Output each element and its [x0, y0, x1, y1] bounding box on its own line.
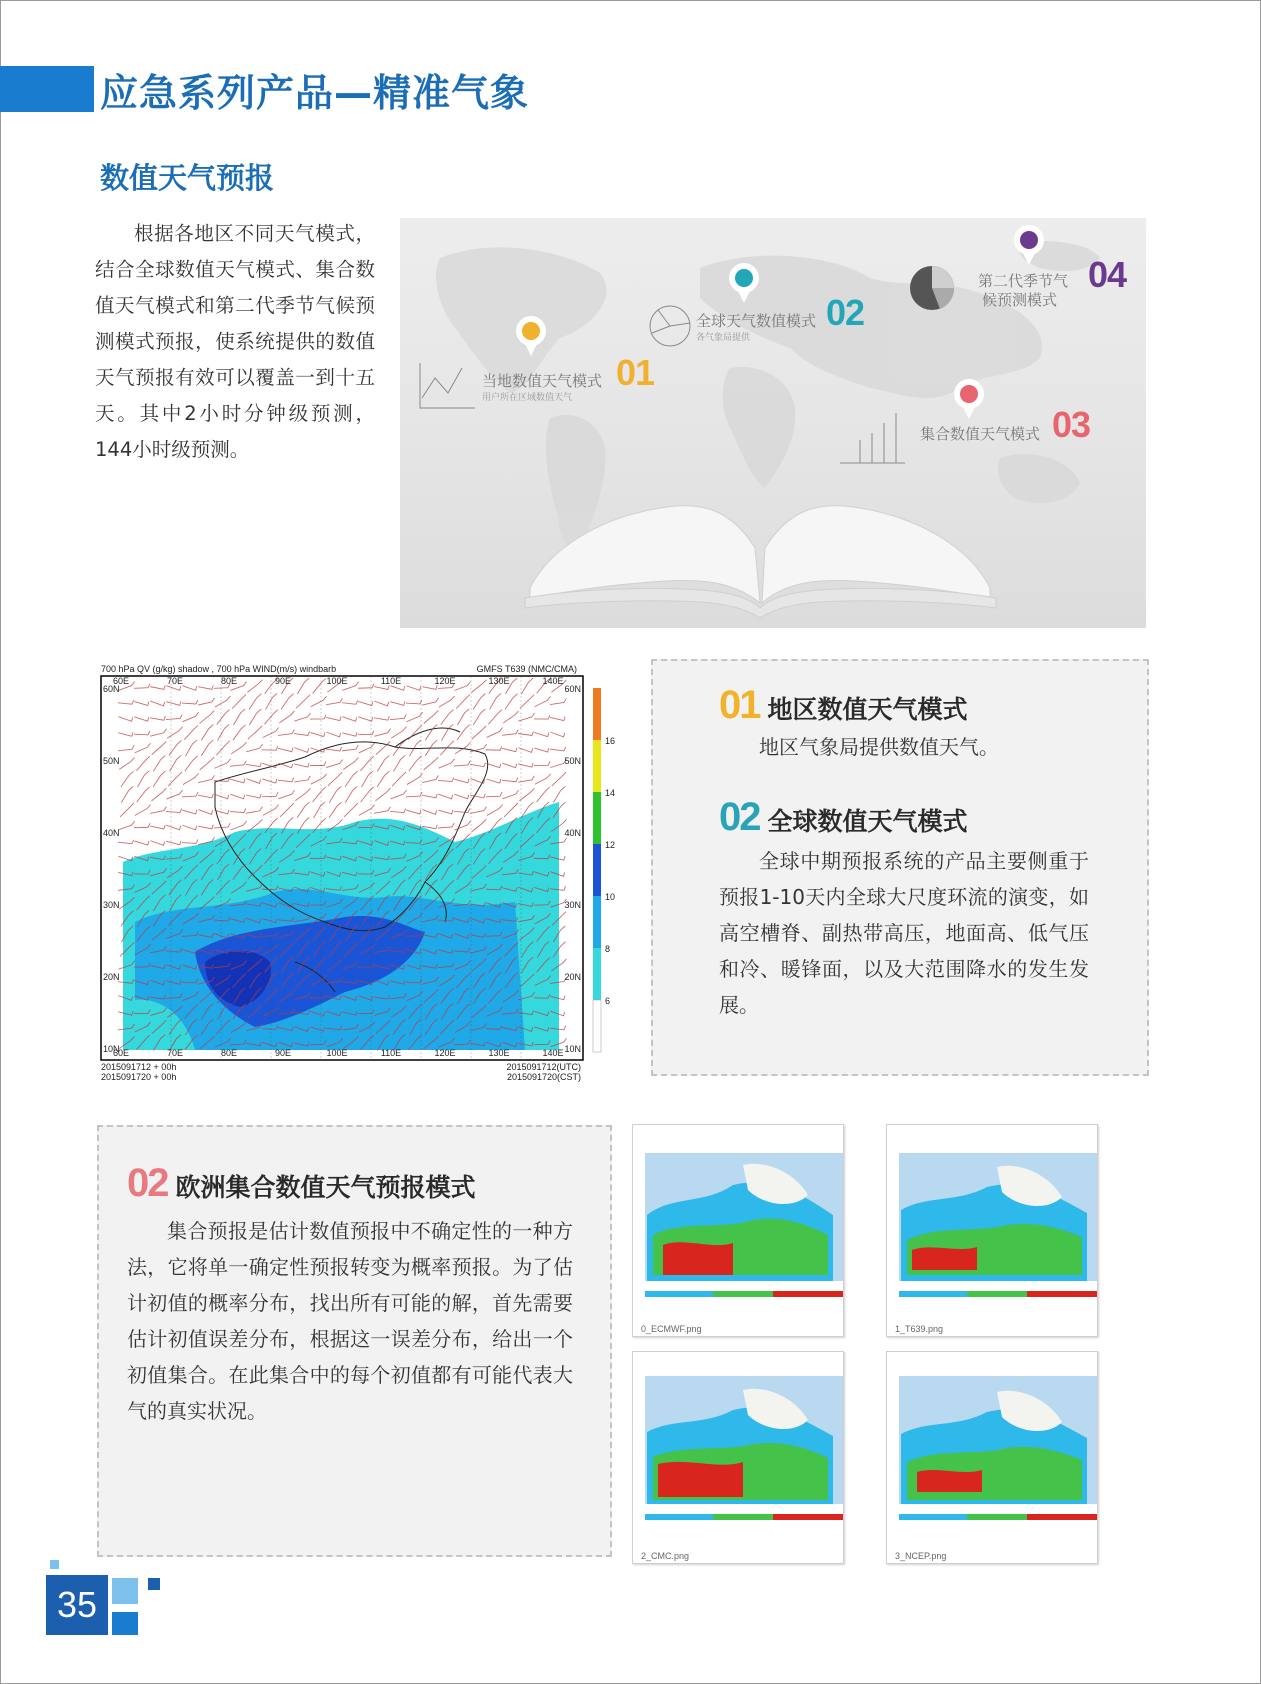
thumb-ncep-map: [887, 1352, 1099, 1542]
lon-label-bottom: 120E: [434, 1048, 456, 1058]
lat-label-right: 40N: [564, 828, 581, 838]
lat-label-left: 60N: [103, 684, 120, 694]
map-time-utc-left: 2015091712 + 00h: [101, 1062, 177, 1072]
ensemble-description-box: [97, 1125, 612, 1557]
lat-label-left: 20N: [103, 972, 120, 982]
intro-text: 根据各地区不同天气模式，结合全球数值天气模式、集合数值天气模式和第二代季节气候预测模式预报，使系统提供的数值天气预报有效可以覆盖一到十五天。其中2小时分钟级预测，144小时级预测。: [95, 222, 375, 461]
lon-label-top: 110E: [380, 676, 402, 686]
thumb-cmc: [632, 1351, 844, 1564]
model-num-02: 02: [826, 292, 865, 333]
item-02-heading: [719, 795, 968, 840]
item-01-heading: [719, 683, 968, 728]
lon-label-bottom: 140E: [542, 1048, 564, 1058]
lon-label-top: 140E: [542, 676, 564, 686]
item-02-text: 全球中期预报系统的产品主要侧重于预报1-10天内全球大尺度环流的演变，如高空槽脊、副热带高压，地面高、低气压和冷、暖锋面，以及大范围降水的发生发展。: [719, 849, 1089, 1017]
header-accent-bar: [0, 66, 94, 112]
model-label-04b: 候预测模式: [982, 291, 1058, 309]
footer-deco-square: [112, 1612, 138, 1635]
lon-label-bottom: 100E: [326, 1048, 348, 1058]
thumb-t639-map: [887, 1125, 1099, 1315]
model-num-03: 03: [1052, 404, 1091, 445]
thumb-caption-t639: 1_T639.png: [895, 1324, 944, 1334]
model-label-04a: 第二代季节气: [978, 272, 1069, 290]
colorbar-label: 12: [605, 840, 615, 850]
lon-label-bottom: 90E: [274, 1048, 292, 1058]
intro-paragraph: [95, 216, 375, 468]
lon-label-top: 130E: [488, 676, 510, 686]
colorbar-label: 16: [605, 736, 615, 746]
models-illustration: [400, 218, 1146, 628]
lon-label-bottom: 70E: [166, 1048, 184, 1058]
section-title: 数值天气预报: [100, 161, 275, 195]
item-01-title: 地区数值天气模式: [767, 695, 968, 724]
thumb-t639: [886, 1124, 1098, 1337]
colorbar-label: 8: [605, 944, 611, 954]
thumb-ecmwf: [632, 1124, 844, 1337]
footer-deco-square: [148, 1578, 160, 1590]
lat-label-right: 20N: [564, 972, 581, 982]
item-01-number: 01: [719, 683, 760, 727]
model-description-box: [651, 659, 1149, 1076]
item-02-text-wrap: [719, 843, 1089, 1023]
lat-label-right: 50N: [564, 756, 581, 766]
wind-humidity-map: [95, 662, 615, 1086]
lon-label-top: 70E: [166, 676, 184, 686]
map-title: 700 hPa QV (g/kg) shadow , 700 hPa WIND(m/s) windbarb: [101, 664, 337, 674]
lat-label-right: 30N: [564, 900, 581, 910]
lat-label-right: 60N: [564, 684, 581, 694]
thumb-ecmwf-map: [633, 1125, 845, 1315]
lat-label-right: 10N: [564, 1044, 581, 1054]
item-02-title: 全球数值天气模式: [767, 807, 968, 836]
thumb-caption-ecmwf: 0_ECMWF.png: [641, 1324, 702, 1334]
lon-label-top: 60E: [112, 676, 130, 686]
ensemble-number: 02: [127, 1161, 168, 1205]
page-number: 35: [56, 1584, 98, 1625]
item-02-number: 02: [719, 795, 760, 839]
lon-label-top: 80E: [220, 676, 238, 686]
lon-label-top: 120E: [434, 676, 456, 686]
map-time-utc-right: 2015091712(UTC): [506, 1062, 581, 1072]
model-num-04: 04: [1088, 254, 1127, 295]
lon-label-top: 100E: [326, 676, 348, 686]
lon-label-bottom: 110E: [380, 1048, 402, 1058]
ensemble-text: 集合预报是估计数值预报中不确定性的一种方法，它将单一确定性预报转变为概率预报。为了估计初值的概率分布，找出所有可能的解，首先需要估计初值误差分布，根据这一误差分布，给出一个初值集合。在此集合中的每个初值都有可能代表大气的真实状况。: [127, 1219, 573, 1423]
footer-deco-square: [50, 1560, 59, 1569]
lat-label-left: 10N: [103, 1044, 120, 1054]
lon-label-top: 90E: [274, 676, 292, 686]
colorbar-label: 6: [605, 996, 611, 1006]
ensemble-title: 欧洲集合数值天气预报模式: [175, 1173, 476, 1202]
model-label-02: 全球天气数值模式: [696, 312, 817, 330]
thumb-caption-cmc: 2_CMC.png: [641, 1551, 690, 1561]
map-time-cst-left: 2015091720 + 00h: [101, 1072, 177, 1082]
lat-label-left: 50N: [103, 756, 120, 766]
ensemble-text-wrap: [127, 1213, 573, 1429]
lat-label-left: 40N: [103, 828, 120, 838]
page-title: 应急系列产品—精准气象: [100, 71, 530, 115]
model-label-03: 集合数值天气模式: [920, 425, 1041, 443]
colorbar-label: 10: [605, 892, 615, 902]
model-num-01: 01: [616, 352, 655, 393]
thumb-ncep: [886, 1351, 1098, 1564]
map-model: GMFS T639 (NMC/CMA): [476, 664, 577, 674]
footer-deco-square: [112, 1578, 138, 1604]
lon-label-bottom: 80E: [220, 1048, 238, 1058]
thumb-cmc-map: [633, 1352, 845, 1542]
thumb-caption-ncep: 3_NCEP.png: [895, 1551, 947, 1561]
lon-label-bottom: 130E: [488, 1048, 510, 1058]
lon-label-bottom: 60E: [112, 1048, 130, 1058]
item-01-text: 地区气象局提供数值天气。: [759, 735, 999, 759]
model-label-01: 当地数值天气模式: [482, 372, 603, 390]
lat-label-left: 30N: [103, 900, 120, 910]
map-time-cst-right: 2015091720(CST): [506, 1072, 581, 1082]
ensemble-heading: [127, 1161, 476, 1206]
colorbar-label: 14: [605, 788, 615, 798]
model-sub-02: 各气象局提供: [696, 333, 751, 343]
item-01-text-wrap: [719, 729, 1119, 765]
model-sub-01: 用户所在区域数值天气: [482, 393, 573, 403]
